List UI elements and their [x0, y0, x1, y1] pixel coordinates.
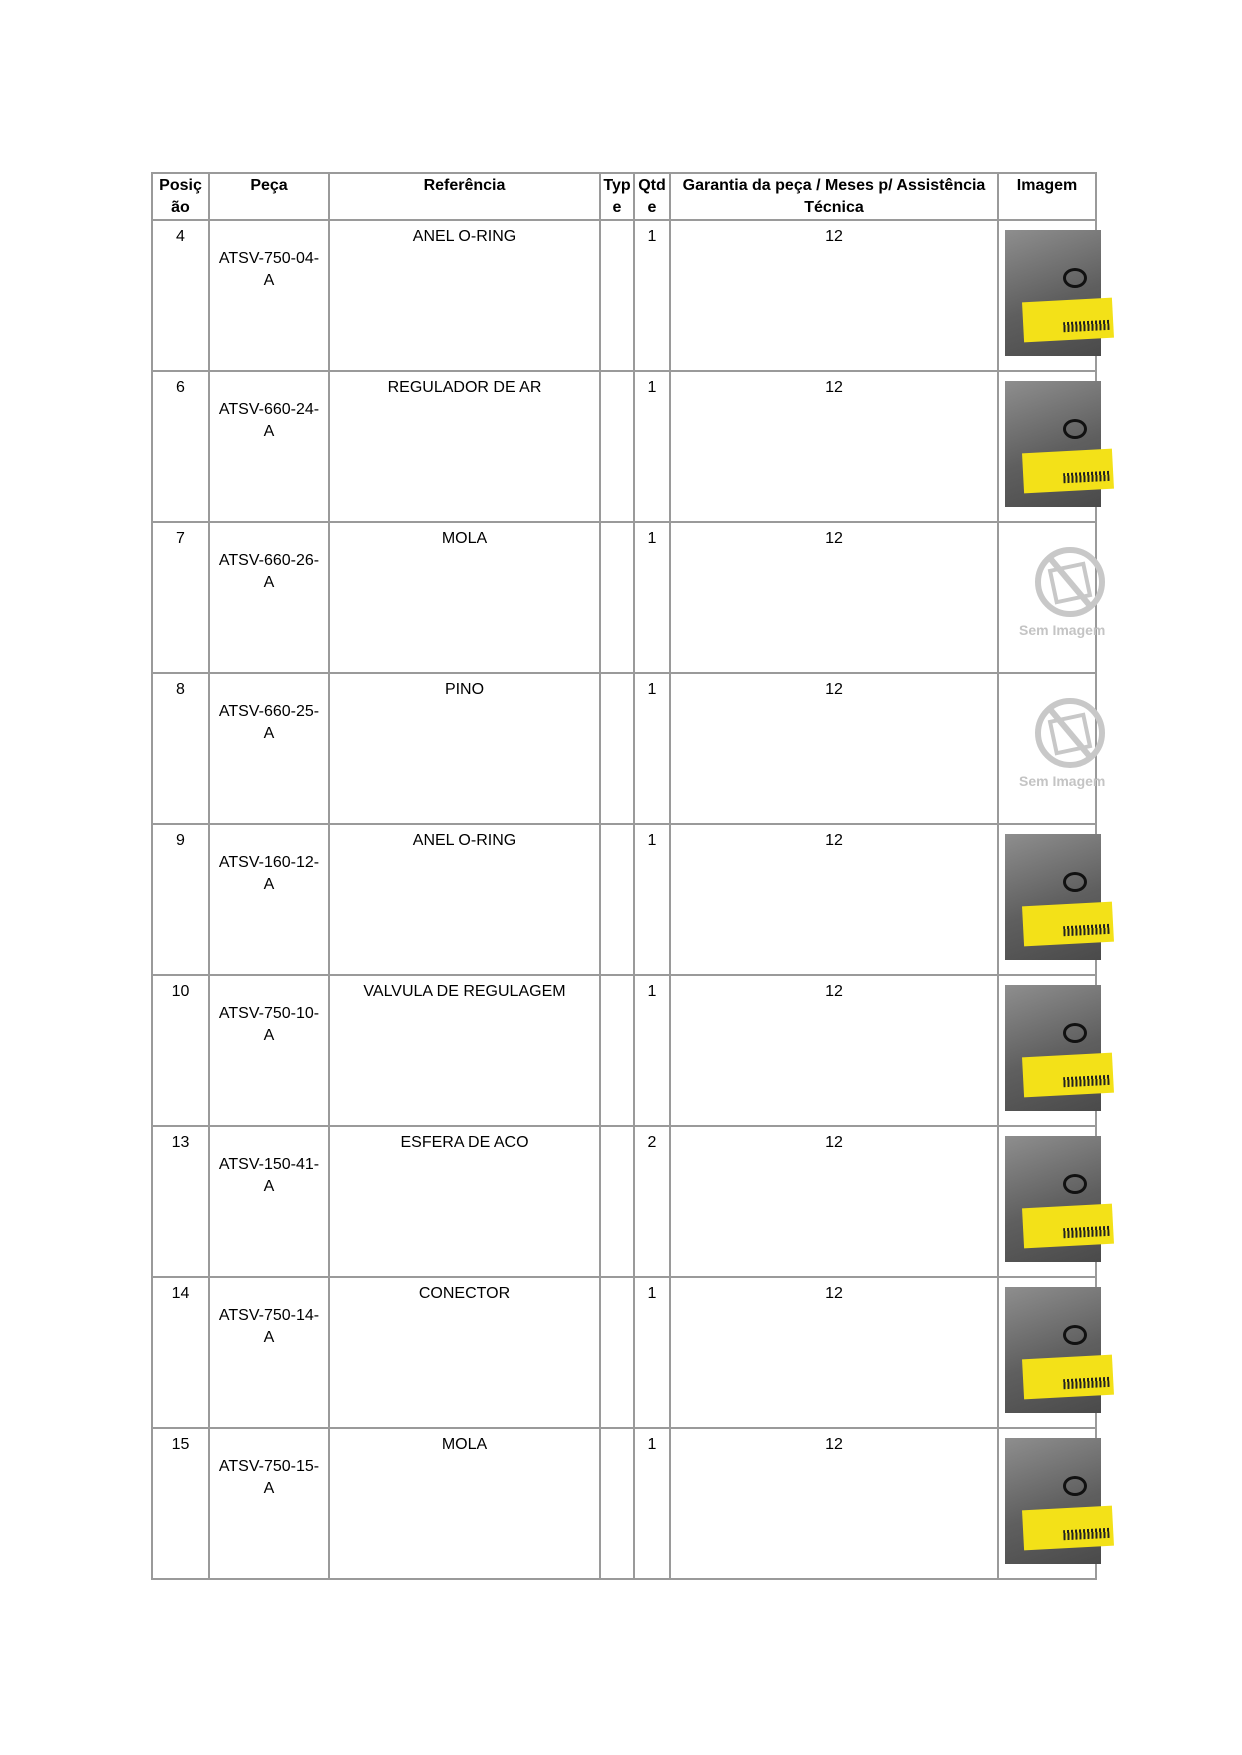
- table-row: [152, 975, 1096, 1126]
- cell-peca: [209, 975, 329, 1126]
- table-row: [152, 220, 1096, 371]
- cell-imagem: [998, 1277, 1096, 1428]
- cell-type: [600, 975, 634, 1126]
- table-row: [152, 824, 1096, 975]
- cell-imagem: [998, 1126, 1096, 1277]
- bag-label: [1022, 1506, 1114, 1551]
- cell-qtde: 2: [634, 1126, 670, 1277]
- header-garantia: Garantia da peça / Meses p/ Assistência Técnica: [670, 173, 998, 220]
- cell-qtde: 1: [634, 1277, 670, 1428]
- cell-garantia: 12: [670, 1126, 998, 1277]
- table-row: [152, 1428, 1096, 1579]
- bag-label: [1022, 1355, 1114, 1400]
- part-photo[interactable]: [1005, 985, 1101, 1111]
- bag-label: [1022, 1053, 1114, 1098]
- cell-type: [600, 220, 634, 371]
- cell-imagem: [998, 371, 1096, 522]
- cell-imagem: [998, 673, 1106, 824]
- no-image-placeholder: [1019, 541, 1109, 651]
- bag-label: [1022, 902, 1114, 947]
- part-shape: [1063, 1023, 1087, 1043]
- part-photo[interactable]: [1005, 1287, 1101, 1413]
- part-shape: [1063, 1174, 1087, 1194]
- table-row: [152, 1126, 1096, 1277]
- part-photo[interactable]: [1005, 381, 1101, 507]
- peca-code: ATSV-750-04-A: [218, 250, 320, 289]
- no-image-placeholder: [1019, 692, 1109, 802]
- part-shape: [1063, 1325, 1087, 1345]
- part-photo[interactable]: [1005, 230, 1101, 356]
- cell-referencia: ESFERA DE ACO: [329, 1126, 600, 1277]
- header-imagem: Imagem: [998, 173, 1096, 220]
- table-row: [152, 673, 1096, 824]
- part-shape: [1063, 268, 1087, 288]
- peca-code: ATSV-750-15-A: [218, 1458, 320, 1497]
- cell-referencia: VALVULA DE REGULAGEM: [329, 975, 600, 1126]
- bag-label: [1022, 449, 1114, 494]
- header-row: [152, 173, 1096, 220]
- cell-referencia: ANEL O-RING: [329, 824, 600, 975]
- cell-imagem: [998, 1428, 1096, 1579]
- cell-type: [600, 673, 634, 824]
- cell-peca: [209, 824, 329, 975]
- part-photo[interactable]: [1005, 1438, 1101, 1564]
- cell-peca: [209, 522, 329, 673]
- cell-peca: [209, 371, 329, 522]
- cell-posicao: 4: [152, 220, 209, 371]
- table-row: [152, 371, 1096, 522]
- part-photo[interactable]: [1005, 1136, 1101, 1262]
- peca-code: ATSV-660-24-A: [218, 401, 320, 440]
- cell-peca: [209, 1428, 329, 1579]
- cell-garantia: 12: [670, 1277, 998, 1428]
- peca-code: ATSV-160-12-A: [218, 854, 320, 893]
- cell-peca: [209, 1277, 329, 1428]
- cell-qtde: 1: [634, 220, 670, 371]
- cell-garantia: 12: [670, 975, 998, 1126]
- table-row: [152, 522, 1096, 673]
- cell-qtde: 1: [634, 522, 670, 673]
- cell-peca: [209, 220, 329, 371]
- cell-referencia: PINO: [329, 673, 600, 824]
- part-photo[interactable]: [1005, 834, 1101, 960]
- header-peca: Peça: [209, 173, 329, 220]
- header-posicao: Posição: [152, 173, 209, 220]
- cell-imagem: [998, 522, 1106, 673]
- cell-type: [600, 371, 634, 522]
- cell-qtde: 1: [634, 673, 670, 824]
- peca-code: ATSV-660-25-A: [218, 703, 320, 742]
- no-image-icon: [1035, 698, 1105, 768]
- bag-label: [1022, 298, 1114, 343]
- cell-referencia: MOLA: [329, 1428, 600, 1579]
- cell-type: [600, 824, 634, 975]
- cell-type: [600, 522, 634, 673]
- bag-label: [1022, 1204, 1114, 1249]
- cell-qtde: 1: [634, 824, 670, 975]
- cell-referencia: ANEL O-RING: [329, 220, 600, 371]
- cell-garantia: 12: [670, 371, 998, 522]
- cell-referencia: CONECTOR: [329, 1277, 600, 1428]
- cell-referencia: REGULADOR DE AR: [329, 371, 600, 522]
- no-image-icon: [1035, 547, 1105, 617]
- cell-garantia: 12: [670, 522, 998, 673]
- part-shape: [1063, 419, 1087, 439]
- cell-qtde: 1: [634, 975, 670, 1126]
- cell-qtde: 1: [634, 371, 670, 522]
- cell-posicao: 15: [152, 1428, 209, 1579]
- parts-table: [151, 172, 1106, 1580]
- header-referencia: Referência: [329, 173, 600, 220]
- cell-imagem: [998, 824, 1096, 975]
- cell-peca: [209, 1126, 329, 1277]
- cell-type: [600, 1428, 634, 1579]
- cell-peca: [209, 673, 329, 824]
- peca-code: ATSV-750-10-A: [218, 1005, 320, 1044]
- part-shape: [1063, 1476, 1087, 1496]
- cell-posicao: 6: [152, 371, 209, 522]
- part-shape: [1063, 872, 1087, 892]
- table-row: [152, 1277, 1096, 1428]
- header-qtde: Qtde: [634, 173, 670, 220]
- cell-posicao: 14: [152, 1277, 209, 1428]
- cell-type: [600, 1277, 634, 1428]
- peca-code: ATSV-150-41-A: [218, 1156, 320, 1195]
- peca-code: ATSV-660-26-A: [218, 552, 320, 591]
- cell-posicao: 7: [152, 522, 209, 673]
- cell-posicao: 8: [152, 673, 209, 824]
- cell-type: [600, 1126, 634, 1277]
- cell-imagem: [998, 975, 1096, 1126]
- no-image-text: Sem Imagem: [1019, 773, 1106, 789]
- header-type: Type: [600, 173, 634, 220]
- cell-qtde: 1: [634, 1428, 670, 1579]
- cell-referencia: MOLA: [329, 522, 600, 673]
- cell-posicao: 9: [152, 824, 209, 975]
- cell-garantia: 12: [670, 220, 998, 371]
- cell-posicao: 10: [152, 975, 209, 1126]
- no-image-text: Sem Imagem: [1019, 622, 1106, 638]
- cell-posicao: 13: [152, 1126, 209, 1277]
- cell-imagem: [998, 220, 1096, 371]
- peca-code: ATSV-750-14-A: [218, 1307, 320, 1346]
- cell-garantia: 12: [670, 824, 998, 975]
- cell-garantia: 12: [670, 1428, 998, 1579]
- cell-garantia: 12: [670, 673, 998, 824]
